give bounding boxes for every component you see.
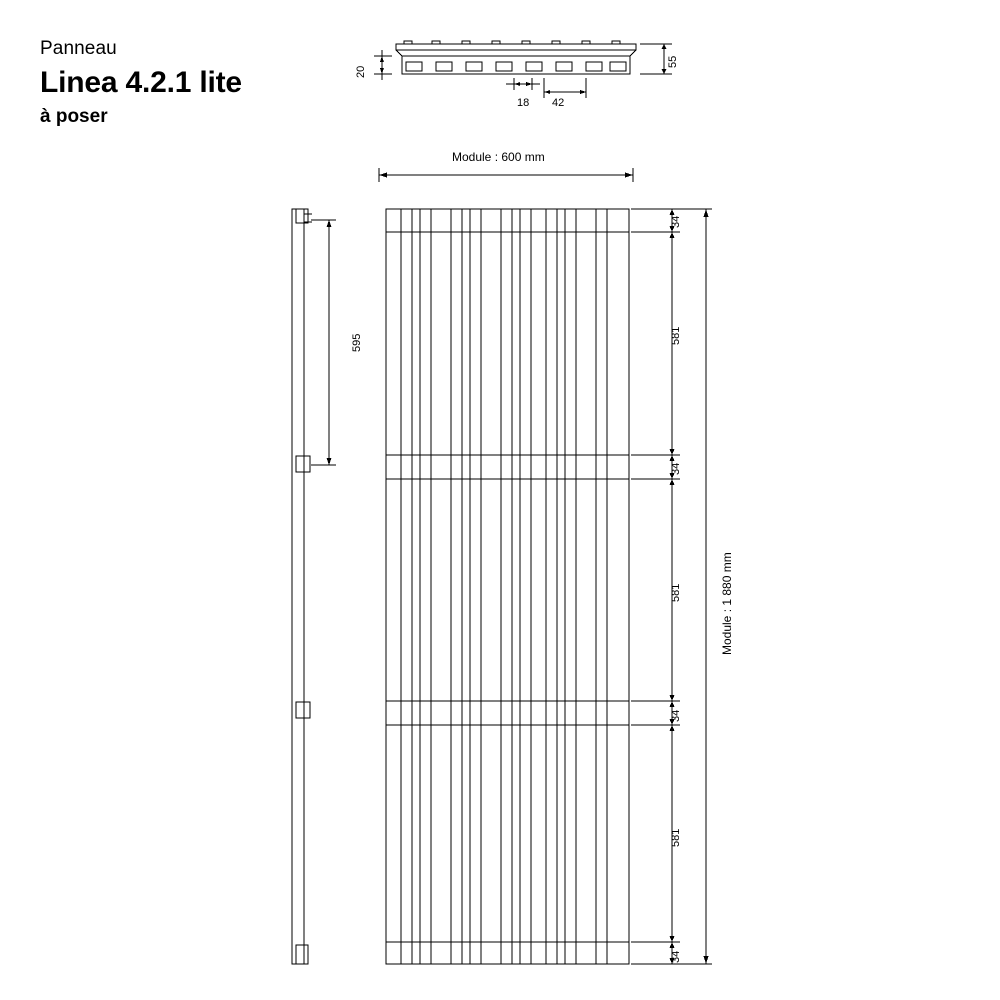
segment-value-5: 34 xyxy=(670,709,682,722)
front-view xyxy=(386,209,629,964)
section-depth-dimension xyxy=(374,50,392,80)
module-width-label: Module : 600 mm xyxy=(452,150,545,164)
product-category-label: Panneau xyxy=(40,38,117,59)
section-thickness-value: 55 xyxy=(667,55,679,68)
section-slat-width-value: 18 xyxy=(517,97,530,109)
product-variant-label: à poser xyxy=(40,106,108,127)
segment-value-3: 34 xyxy=(670,462,682,475)
section-profile-outline xyxy=(396,44,636,74)
module-width-dimension xyxy=(379,168,633,182)
section-slat-pitch-value: 42 xyxy=(552,97,565,109)
section-slat-pitch-dimension xyxy=(544,78,586,98)
segment-value-4: 581 xyxy=(670,583,682,602)
side-view xyxy=(292,209,312,964)
segment-value-2: 581 xyxy=(670,326,682,345)
side-spacing-dimension xyxy=(311,220,336,465)
section-slat-width-dimension xyxy=(506,78,540,90)
segment-value-7: 34 xyxy=(670,950,682,963)
section-slat-blocks xyxy=(406,62,626,71)
segment-value-1: 34 xyxy=(670,215,682,228)
product-name-label: Linea 4.2.1 lite xyxy=(40,66,242,99)
module-height-label: Module : 1 880 mm xyxy=(720,552,734,655)
side-spacing-value: 595 xyxy=(351,333,363,352)
section-depth-value: 20 xyxy=(355,65,367,78)
segment-value-6: 581 xyxy=(670,828,682,847)
